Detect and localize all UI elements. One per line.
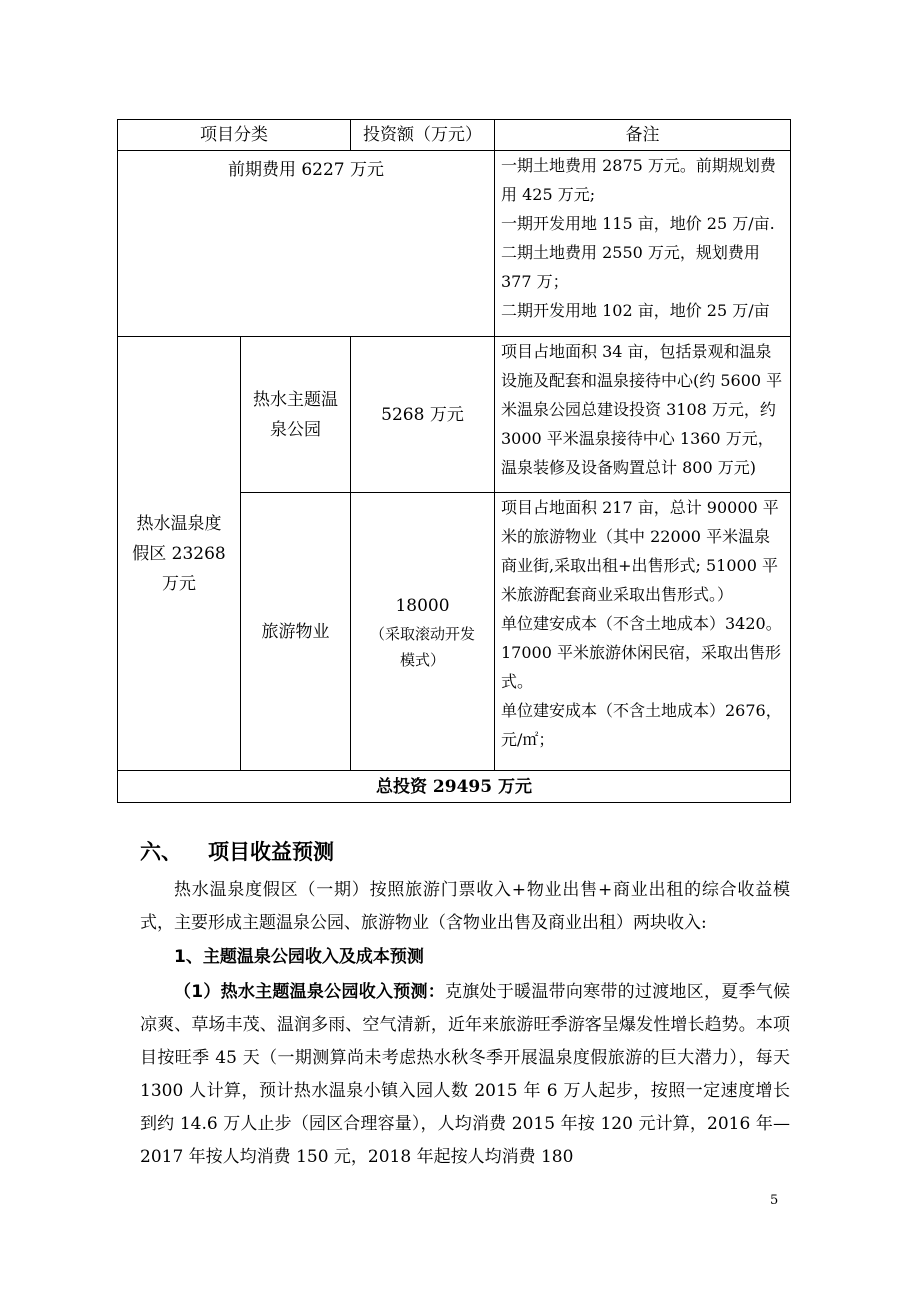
property-amount-cell	[351, 493, 495, 771]
page-number: 5	[770, 1193, 779, 1208]
remark-line: 单位建安成本（不含土地成本）3420。	[501, 614, 782, 633]
park-income-paragraph	[140, 976, 790, 1174]
header-category: 项目分类	[118, 120, 351, 151]
subsection-title: 1、主题温泉公园收入及成本预测	[174, 947, 424, 967]
remark-line: 一期土地费用 2875 万元。前期规划费用 425 万元;	[501, 156, 776, 204]
park-remark: 项目占地面积 34 亩，包括景观和温泉设施及配套和温泉接待中心(约 5600 平米温泉公园总建设投资 3108 万元，约 3000 平米温泉接待中心 1360 万元，温泉装修及设备购置总计 800 万元)	[495, 337, 791, 493]
table-header-row	[118, 120, 791, 151]
remark-line: 二期土地费用 2550 万元，规划费用 377 万；	[501, 243, 760, 291]
remark-line: 二期开发用地 102 亩，地价 25 万/亩	[501, 301, 770, 320]
remark-line: 项目占地面积 217 亩，总计 90000 平米的旅游物业（其中 22000 平米温泉商业街,采取出租+出售形式; 51000 平米旅游配套商业采取出售形式。）	[501, 498, 779, 604]
table-row-park	[118, 337, 791, 493]
preliminary-cost-label: 前期费用 6227 万元	[118, 151, 495, 337]
investment-table	[117, 119, 791, 803]
header-remark: 备注	[495, 120, 791, 151]
remark-line: 17000 平米旅游休闲民宿，采取出售形式。	[501, 643, 781, 691]
park-amount: 5268 万元	[351, 337, 495, 493]
property-amount: 18000	[395, 595, 450, 616]
preliminary-remark	[495, 151, 791, 337]
table-row-preliminary	[118, 151, 791, 337]
park-name: 热水主题温泉公园	[241, 337, 351, 493]
remark-line: 一期开发用地 115 亩，地价 25 万/亩.	[501, 214, 775, 233]
section-title: 项目收益预测	[208, 840, 334, 864]
property-remark	[495, 493, 791, 771]
total-investment: 总投资 29495 万元	[118, 771, 791, 803]
remark-line: 单位建安成本（不含土地成本）2676，元/㎡；	[501, 701, 782, 749]
property-amount-note: （采取滚动开发模式）	[369, 624, 475, 669]
header-amount: 投资额（万元）	[351, 120, 495, 151]
paragraph-lead: （1）热水主题温泉公园收入预测：	[174, 982, 446, 1002]
paragraph-body: 克旗处于暖温带向寒带的过渡地区，夏季气候凉爽、草场丰茂、温润多雨、空气清新，近年来旅游旺季游客呈爆发性增长趋势。本项目按旺季 45 天（一期测算尚未考虑热水秋冬季开展温泉度假旅游的巨大潜力），每天 1300 人计算，预计热水温泉小镇入园人数 2015 年 6 万人起步，按照一定速度增长到约 14.6 万人止步（园区合理容量），人均消费 2015 年按 120 元计算，2016 年—2017 年按人均消费 150 元，2018 年起按人均消费 180	[140, 982, 791, 1167]
table-total-row	[118, 771, 791, 803]
section-number: 六、	[140, 840, 182, 864]
resort-label: 热水温泉度假区 23268 万元	[118, 337, 241, 771]
section-intro-paragraph: 热水温泉度假区（一期）按照旅游门票收入+物业出售+商业出租的综合收益模式，主要形成主题温泉公园、旅游物业（含物业出售及商业出租）两块收入:	[140, 880, 790, 933]
section-heading	[140, 834, 334, 870]
property-name: 旅游物业	[241, 493, 351, 771]
